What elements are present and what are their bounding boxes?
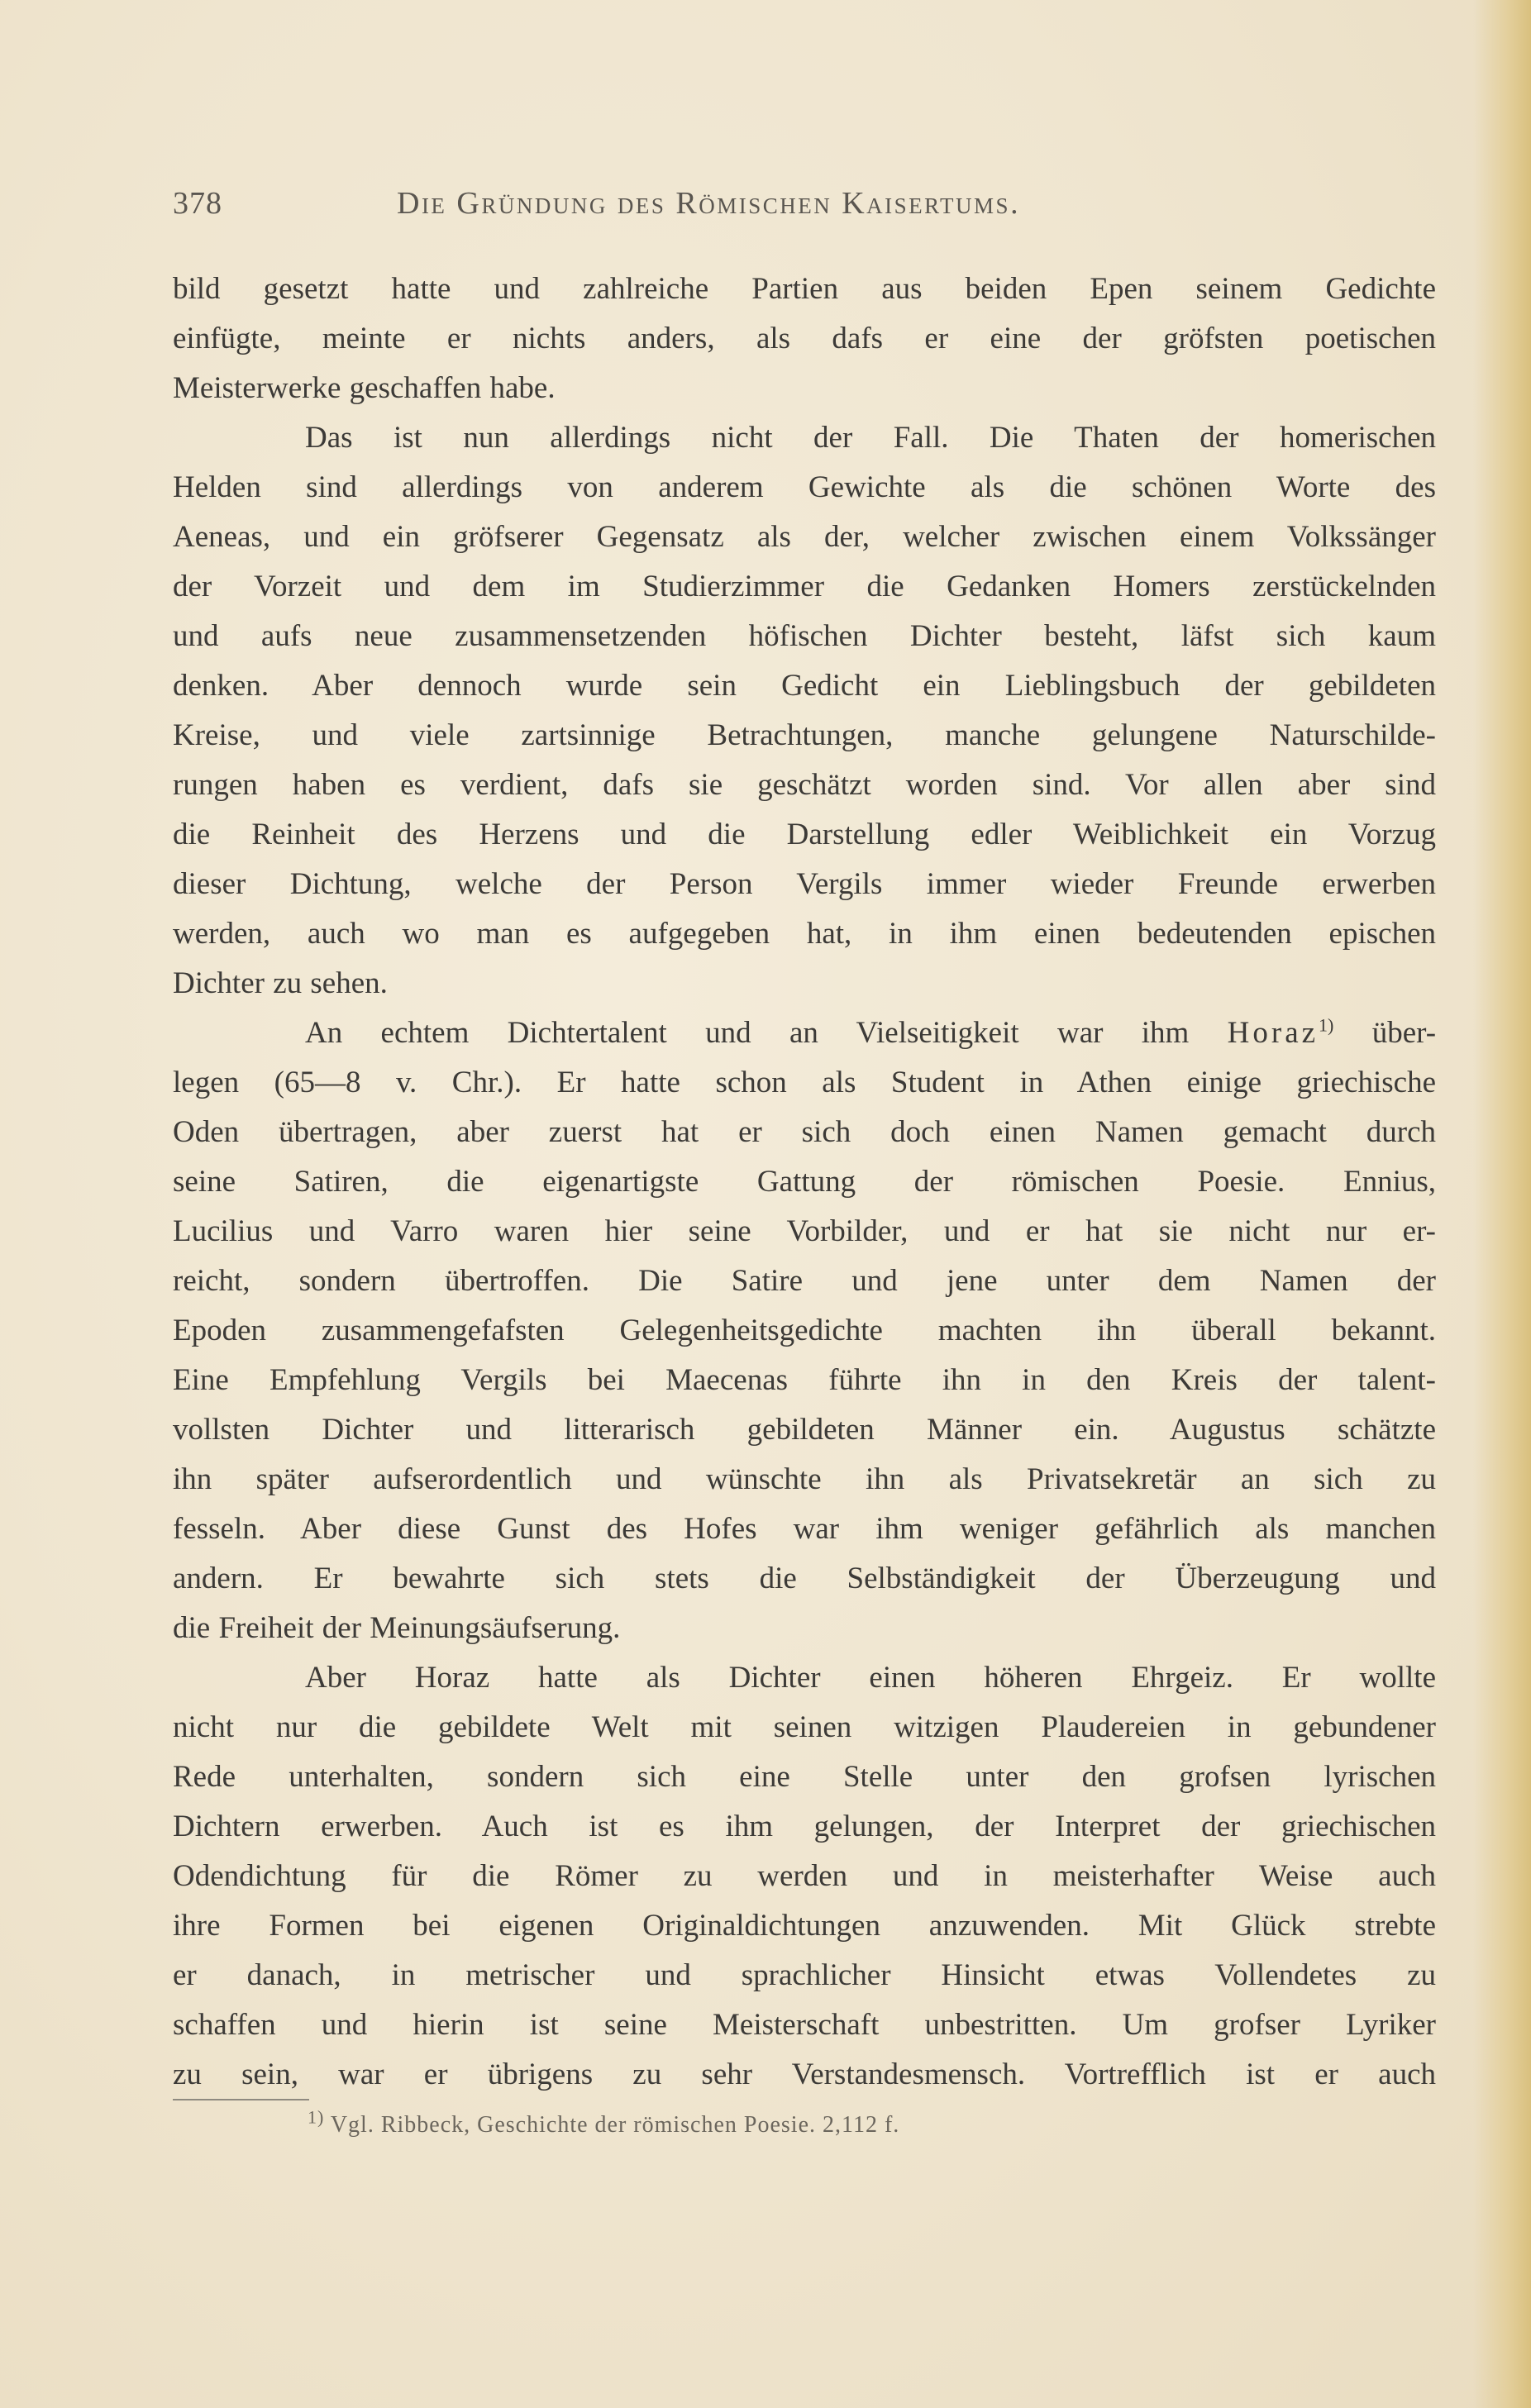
text-line: zu sein, war er übrigens zu sehr Verstandesmensch. Vortrefflich ist er auch xyxy=(173,2058,1436,2091)
text-line: er danach, in metrischer und sprachlicher Hinsicht etwas Vollendetes zu xyxy=(173,1958,1436,1992)
text-line: nicht nur die gebildete Welt mit seinen witzigen Plaudereien in gebundener xyxy=(173,1710,1436,1744)
footnote xyxy=(308,2106,900,2139)
text-line: dieser Dichtung, welche der Person Vergils immer wieder Freunde erwerben xyxy=(173,867,1436,901)
text-line: Helden sind allerdings von anderem Gewichte als die schönen Worte des xyxy=(173,470,1436,504)
text-line: die Reinheit des Herzens und die Darstellung edler Weiblichkeit ein Vorzug xyxy=(173,818,1436,851)
text-line: reicht, sondern übertroffen. Die Satire und jene unter dem Namen der xyxy=(173,1264,1436,1298)
running-title: Die Gründung des Römischen Kaisertums. xyxy=(397,186,1021,221)
text-line: andern. Er bewahrte sich stets die Selbständigkeit der Überzeugung und xyxy=(173,1562,1436,1595)
text-line: Dichtern erwerben. Auch ist es ihm gelungen, der Interpret der griechischen xyxy=(173,1810,1436,1843)
text-line: und aufs neue zusammensetzenden höfischen Dichter besteht, läfst sich kaum xyxy=(173,619,1436,653)
text-line: Meisterwerke geschaffen habe. xyxy=(173,371,556,405)
text-line: Oden übertragen, aber zuerst hat er sich doch einen Namen gemacht durch xyxy=(173,1115,1436,1149)
body-text xyxy=(173,265,1436,2100)
text-line: einfügte, meinte er nichts anders, als dafs er eine der gröfsten poetischen xyxy=(173,322,1436,355)
text-line: schaffen und hierin ist seine Meisterschaft unbestritten. Um grofser Lyriker xyxy=(173,2008,1436,2042)
text-line: ihn später aufserordentlich und wünschte ihn als Privatsekretär an sich zu xyxy=(173,1462,1436,1496)
text-line: bild gesetzt hatte und zahlreiche Partien aus beiden Epen seinem Gedichte xyxy=(173,272,1436,306)
footnote-mark: 1) xyxy=(308,2106,325,2128)
text-line: die Freiheit der Meinungsäufserung. xyxy=(173,1611,621,1645)
text-line: fesseln. Aber diese Gunst des Hofes war ihm weniger gefährlich als manchen xyxy=(173,1512,1436,1546)
line-tail: über- xyxy=(1371,1016,1437,1050)
text-line: Eine Empfehlung Vergils bei Maecenas führte ihn in den Kreis der talent- xyxy=(173,1363,1436,1397)
text-line: Epoden zusammengefafsten Gelegenheitsgedichte machten ihn überall bekannt. xyxy=(173,1314,1436,1347)
text-line: Odendichtung für die Römer zu werden und in meisterhafter Weise auch xyxy=(173,1859,1436,1893)
text-line: Kreise, und viele zartsinnige Betrachtungen, manche gelungene Naturschilde- xyxy=(173,718,1436,752)
name-horaz: Horaz xyxy=(1227,1016,1319,1050)
footnote-text: Vgl. Ribbeck, Geschichte der römischen Poesie. 2,112 f. xyxy=(330,2112,900,2138)
text-line: der Vorzeit und dem im Studierzimmer die Gedanken Homers zerstückelnden xyxy=(173,570,1436,603)
text-line: Dichter zu sehen. xyxy=(173,966,388,1000)
text-line: denken. Aber dennoch wurde sein Gedicht ein Lieblingsbuch der gebildeten xyxy=(173,669,1436,703)
text-line: Aber Horaz hatte als Dichter einen höheren Ehrgeiz. Er wollte xyxy=(305,1661,1436,1695)
text-line: rungen haben es verdient, dafs sie geschätzt worden sind. Vor allen aber sind xyxy=(173,768,1436,802)
text-line: Aeneas, und ein gröfserer Gegensatz als der, welcher zwischen einem Volkssänger xyxy=(173,520,1436,554)
text-line: werden, auch wo man es aufgegeben hat, in ihm einen bedeutenden epischen xyxy=(173,917,1436,951)
text-line: Das ist nun allerdings nicht der Fall. Die Thaten der homerischen xyxy=(305,421,1436,455)
line-text: An echtem Dichtertalent und an Vielseitigkeit war ihm xyxy=(305,1016,1190,1050)
page-header xyxy=(173,185,1195,235)
page-edge-shadow xyxy=(1473,0,1531,2408)
page-number: 378 xyxy=(173,186,222,221)
text-line: Lucilius und Varro waren hier seine Vorbilder, und er hat sie nicht nur er- xyxy=(173,1214,1436,1248)
text-line: ihre Formen bei eigenen Originaldichtungen anzuwenden. Mit Glück strebte xyxy=(173,1909,1436,1943)
text-line: Rede unterhalten, sondern sich eine Stelle unter den grofsen lyrischen xyxy=(173,1760,1436,1794)
text-line: legen (65—8 v. Chr.). Er hatte schon als Student in Athen einige griechische xyxy=(173,1066,1436,1099)
text-line-horaz xyxy=(173,1008,1436,1058)
footnote-divider xyxy=(173,2099,309,2100)
footnote-ref[interactable]: 1) xyxy=(1319,1014,1334,1036)
text-line: seine Satiren, die eigenartigste Gattung der römischen Poesie. Ennius, xyxy=(173,1165,1436,1199)
text-line: vollsten Dichter und litterarisch gebildeten Männer ein. Augustus schätzte xyxy=(173,1413,1436,1447)
